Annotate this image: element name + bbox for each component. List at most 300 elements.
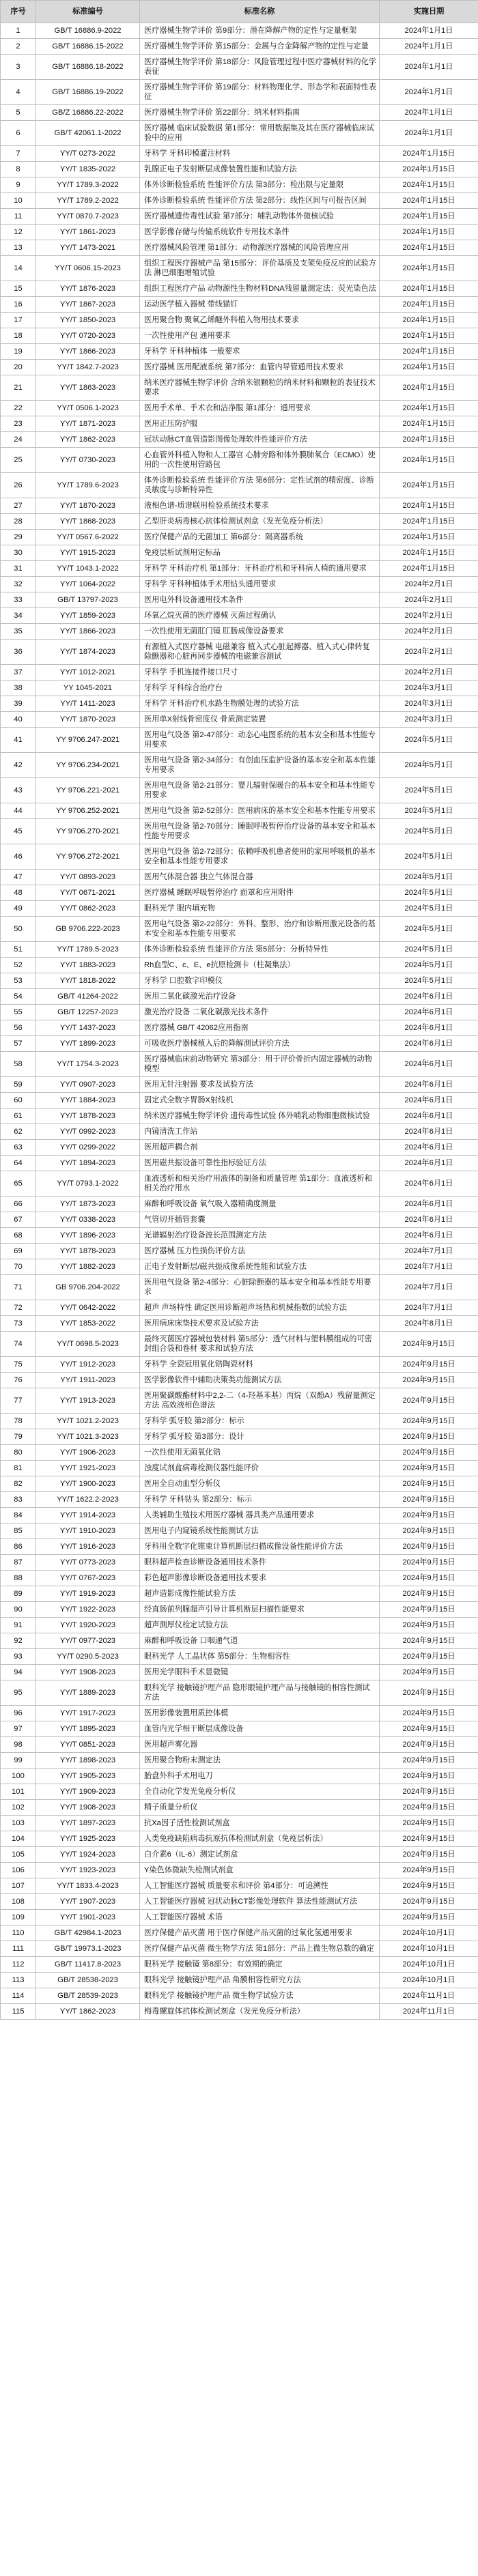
- cell-effective-date: 2024年1月1日: [380, 105, 478, 121]
- cell-effective-date: 2024年9月15日: [380, 1429, 478, 1445]
- cell-standard-number: YY/T 1473-2021: [36, 240, 140, 256]
- cell-standard-number: YY 9706.221-2021: [36, 778, 140, 803]
- cell-seq: 91: [1, 1618, 36, 1633]
- cell-standard-name: 医用电子内窥镜系统性能测试方法: [140, 1523, 380, 1539]
- cell-standard-number: YY/T 1835-2022: [36, 162, 140, 177]
- cell-seq: 74: [1, 1332, 36, 1357]
- cell-seq: 93: [1, 1649, 36, 1665]
- cell-standard-name: 白介素6（IL-6）测定试剂盒: [140, 1847, 380, 1863]
- cell-effective-date: 2024年6月1日: [380, 1171, 478, 1197]
- table-row: [1, 1680, 478, 1706]
- table-row: [1, 624, 478, 640]
- cell-effective-date: 2024年10月1日: [380, 1957, 478, 1973]
- cell-standard-number: YY/T 1876-2023: [36, 281, 140, 297]
- cell-seq: 67: [1, 1212, 36, 1228]
- table-row: [1, 665, 478, 681]
- cell-seq: 48: [1, 885, 36, 901]
- cell-standard-name: 医用正压防护服: [140, 416, 380, 432]
- cell-effective-date: 2024年6月1日: [380, 1036, 478, 1052]
- cell-standard-name: 人工智能医疗器械 术语: [140, 1910, 380, 1926]
- table-row: [1, 545, 478, 561]
- cell-effective-date: 2024年9月15日: [380, 1539, 478, 1555]
- cell-standard-name: 牙科学 牙科治疗机水路生物膜处理的试验方法: [140, 696, 380, 712]
- table-row: [1, 640, 478, 665]
- cell-standard-name: 一次性使用无菌肛门镜 肛肠成像设备要求: [140, 624, 380, 640]
- cell-standard-name: 医疗器械 临床试验数据 第1部分：常用数据集及其在医疗器械临床试验中的应用: [140, 121, 380, 146]
- cell-effective-date: 2024年2月1日: [380, 640, 478, 665]
- cell-seq: 7: [1, 146, 36, 162]
- table-row: [1, 1831, 478, 1847]
- cell-effective-date: 2024年5月1日: [380, 870, 478, 885]
- cell-standard-name: Rh血型C、c、E、e抗原检测卡（柱凝集法）: [140, 958, 380, 973]
- cell-standard-number: GB/T 13797-2023: [36, 592, 140, 608]
- cell-seq: 8: [1, 162, 36, 177]
- cell-effective-date: 2024年5月1日: [380, 844, 478, 870]
- cell-effective-date: 2024年1月15日: [380, 473, 478, 498]
- cell-seq: 111: [1, 1941, 36, 1957]
- table-row: [1, 1957, 478, 1973]
- cell-effective-date: 2024年9月15日: [380, 1847, 478, 1863]
- cell-standard-name: 医用无针注射器 要求及试验方法: [140, 1077, 380, 1093]
- cell-effective-date: 2024年6月1日: [380, 1197, 478, 1212]
- cell-standard-number: YY/T 0773-2023: [36, 1555, 140, 1571]
- cell-standard-number: YY/T 1878-2023: [36, 1108, 140, 1124]
- cell-standard-number: YY/T 1919-2023: [36, 1586, 140, 1602]
- cell-standard-name: 组织工程医疗器械产品 第15部分：评价基质及支架免疫反应的试验方法 淋巴细胞增殖试验: [140, 256, 380, 281]
- table-row: [1, 297, 478, 313]
- table-row: [1, 696, 478, 712]
- cell-standard-number: YY/T 1901-2023: [36, 1910, 140, 1926]
- table-row: [1, 712, 478, 728]
- cell-effective-date: 2024年5月1日: [380, 819, 478, 844]
- cell-seq: 22: [1, 401, 36, 416]
- cell-standard-name: 固定式全数字胃肠X射线机: [140, 1093, 380, 1108]
- cell-seq: 14: [1, 256, 36, 281]
- cell-effective-date: 2024年2月1日: [380, 624, 478, 640]
- cell-standard-number: YY/T 1895-2023: [36, 1721, 140, 1737]
- cell-effective-date: 2024年1月15日: [380, 256, 478, 281]
- table-row: [1, 1737, 478, 1753]
- cell-standard-name: 医疗保健产品灭菌 微生物学方法 第1部分：产品上微生物总数的确定: [140, 1941, 380, 1957]
- cell-standard-number: YY/T 1921-2023: [36, 1461, 140, 1476]
- cell-standard-name: 精子质量分析仪: [140, 1800, 380, 1816]
- cell-effective-date: 2024年5月1日: [380, 728, 478, 753]
- cell-standard-number: YY/T 0506.1-2023: [36, 401, 140, 416]
- cell-seq: 55: [1, 1005, 36, 1020]
- table-row: [1, 844, 478, 870]
- cell-effective-date: 2024年6月1日: [380, 1077, 478, 1093]
- cell-effective-date: 2024年1月15日: [380, 281, 478, 297]
- table-row: [1, 328, 478, 344]
- cell-standard-name: 医疗器械生物学评价 第9部分：潜在降解产物的定性与定量框架: [140, 23, 380, 39]
- cell-standard-name: 医用单X射线骨密度仪 骨质测定装置: [140, 712, 380, 728]
- cell-effective-date: 2024年5月1日: [380, 753, 478, 778]
- cell-effective-date: 2024年9月15日: [380, 1863, 478, 1878]
- cell-standard-name: 医用超声耦合剂: [140, 1140, 380, 1156]
- cell-standard-name: 医疗器械 医用配液系统 第7部分：血管内导管通用技术要求: [140, 360, 380, 375]
- cell-seq: 70: [1, 1259, 36, 1275]
- cell-seq: 115: [1, 2004, 36, 2020]
- table-row: [1, 313, 478, 328]
- cell-standard-name: 医用聚碳酸酯材料中2,2-二（4-羟基苯基）丙烷（双酚A）残留量测定方法 高效液相色谱法: [140, 1388, 380, 1414]
- cell-seq: 23: [1, 416, 36, 432]
- cell-standard-name: 牙科学 牙科种植体手术用钻头通用要求: [140, 577, 380, 592]
- table-row: [1, 344, 478, 360]
- cell-standard-number: YY/T 0698.5-2023: [36, 1332, 140, 1357]
- table-row: [1, 1523, 478, 1539]
- cell-standard-number: YY/T 1913-2023: [36, 1388, 140, 1414]
- cell-standard-name: 医用手术单、手术衣和洁净服 第1部分：通用要求: [140, 401, 380, 416]
- table-row: [1, 162, 478, 177]
- cell-standard-name: 人工智能医疗器械 冠状动脉CT影像处理软件 算法性能测试方法: [140, 1894, 380, 1910]
- cell-effective-date: 2024年1月15日: [380, 498, 478, 514]
- cell-standard-number: YY 9706.252-2021: [36, 803, 140, 819]
- cell-standard-name: 牙科学 牙科种植体 一般要求: [140, 344, 380, 360]
- cell-seq: 42: [1, 753, 36, 778]
- cell-standard-name: 医疗器械生物学评价 第18部分：风险管理过程中医疗器械材料的化学表征: [140, 55, 380, 80]
- cell-seq: 89: [1, 1586, 36, 1602]
- table-row: [1, 1539, 478, 1555]
- cell-seq: 51: [1, 942, 36, 958]
- cell-standard-name: 医疗器械生物学评价 第15部分：金属与合金降解产物的定性与定量: [140, 39, 380, 55]
- cell-seq: 94: [1, 1665, 36, 1680]
- table-row: [1, 608, 478, 624]
- cell-seq: 108: [1, 1894, 36, 1910]
- cell-standard-name: 梅毒螺旋体抗体检测试剂盒（发光免疫分析法）: [140, 2004, 380, 2020]
- cell-seq: 54: [1, 989, 36, 1005]
- cell-standard-number: GB/Z 16886.22-2022: [36, 105, 140, 121]
- table-row: [1, 1052, 478, 1077]
- cell-effective-date: 2024年10月1日: [380, 1941, 478, 1957]
- cell-standard-number: YY 9706.247-2021: [36, 728, 140, 753]
- cell-standard-number: YY/T 1920-2023: [36, 1618, 140, 1633]
- table-row: [1, 448, 478, 473]
- cell-standard-name: 医用气体混合器 独立气体混合器: [140, 870, 380, 885]
- cell-standard-number: GB/T 16886.9-2022: [36, 23, 140, 39]
- table-row: [1, 1753, 478, 1769]
- cell-standard-name: 医用电气设备 第2-47部分：动态心电图系统的基本安全和基本性能专用要求: [140, 728, 380, 753]
- cell-seq: 17: [1, 313, 36, 328]
- cell-seq: 43: [1, 778, 36, 803]
- cell-standard-number: YY/T 0642-2022: [36, 1300, 140, 1316]
- cell-seq: 85: [1, 1523, 36, 1539]
- table-row: [1, 1602, 478, 1618]
- cell-standard-name: 医学影像存储与传输系统软件专用技术条件: [140, 225, 380, 240]
- table-row: [1, 728, 478, 753]
- cell-standard-name: 乙型肝炎病毒核心抗体检测试剂盒（发光免疫分析法）: [140, 514, 380, 530]
- cell-standard-name: 医疗器械生物学评价 第19部分：材料物理化学、形态学和表面特性表征: [140, 80, 380, 105]
- cell-standard-number: YY/T 0730-2023: [36, 448, 140, 473]
- table-row: [1, 778, 478, 803]
- table-row: [1, 1649, 478, 1665]
- cell-seq: 80: [1, 1445, 36, 1461]
- table-row: [1, 1429, 478, 1445]
- cell-seq: 113: [1, 1973, 36, 1988]
- cell-effective-date: 2024年7月1日: [380, 1244, 478, 1259]
- table-row: [1, 1020, 478, 1036]
- table-row: [1, 1665, 478, 1680]
- cell-standard-name: 医用超声雾化器: [140, 1737, 380, 1753]
- cell-seq: 25: [1, 448, 36, 473]
- cell-effective-date: 2024年1月15日: [380, 240, 478, 256]
- cell-seq: 15: [1, 281, 36, 297]
- table-row: [1, 177, 478, 193]
- cell-standard-number: YY/T 0290.5-2023: [36, 1649, 140, 1665]
- cell-standard-number: YY/T 1850-2023: [36, 313, 140, 328]
- cell-standard-number: YY/T 1894-2023: [36, 1156, 140, 1171]
- cell-standard-number: YY 9706.272-2021: [36, 844, 140, 870]
- cell-effective-date: 2024年9月15日: [380, 1602, 478, 1618]
- table-row: [1, 1847, 478, 1863]
- cell-seq: 66: [1, 1197, 36, 1212]
- cell-standard-name: 免疫层析试剂用定标品: [140, 545, 380, 561]
- cell-standard-name: 麻醉和呼吸设备 氧气吸入器精确度测量: [140, 1197, 380, 1212]
- cell-standard-name: 全自动化学发光免疫分析仪: [140, 1784, 380, 1800]
- cell-standard-number: YY/T 1873-2023: [36, 1197, 140, 1212]
- cell-standard-number: YY/T 0606.15-2023: [36, 256, 140, 281]
- table-row: [1, 1571, 478, 1586]
- cell-standard-name: 经直肠前列腺超声引导计算机断层扫描性能要求: [140, 1602, 380, 1618]
- cell-standard-number: GB/T 41264-2022: [36, 989, 140, 1005]
- cell-standard-number: YY/T 1789.6-2023: [36, 473, 140, 498]
- table-row: [1, 80, 478, 105]
- cell-seq: 53: [1, 973, 36, 989]
- cell-standard-name: 医用聚合物 聚氧乙烯醚外科植入物用技术要求: [140, 313, 380, 328]
- cell-effective-date: 2024年7月1日: [380, 1275, 478, 1300]
- cell-effective-date: 2024年10月1日: [380, 1926, 478, 1941]
- cell-effective-date: 2024年1月15日: [380, 209, 478, 225]
- cell-standard-number: YY/T 1898-2023: [36, 1753, 140, 1769]
- cell-seq: 98: [1, 1737, 36, 1753]
- cell-standard-name: 牙科学 牙科治疗机 第1部分：牙科治疗机和牙科病人椅的通用要求: [140, 561, 380, 577]
- cell-effective-date: 2024年2月1日: [380, 577, 478, 592]
- table-row: [1, 1910, 478, 1926]
- cell-seq: 96: [1, 1706, 36, 1721]
- table-row: [1, 1244, 478, 1259]
- table-row: [1, 256, 478, 281]
- cell-standard-name: 麻醉和呼吸设备 口咽通气道: [140, 1633, 380, 1649]
- table-row: [1, 1140, 478, 1156]
- table-row: [1, 240, 478, 256]
- cell-seq: 110: [1, 1926, 36, 1941]
- cell-standard-name: 医疗器械生物学评价 第22部分：纳米材料指南: [140, 105, 380, 121]
- cell-effective-date: 2024年1月15日: [380, 162, 478, 177]
- cell-standard-name: 医用二氧化碳激光治疗设备: [140, 989, 380, 1005]
- cell-seq: 58: [1, 1052, 36, 1077]
- cell-standard-name: 超声 声场特性 确定医用诊断超声场热和机械指数的试验方法: [140, 1300, 380, 1316]
- cell-standard-name: 眼科光学 眼内填充物: [140, 901, 380, 917]
- table-row: [1, 281, 478, 297]
- cell-effective-date: 2024年1月1日: [380, 121, 478, 146]
- cell-standard-name: 医用电外科设备通用技术条件: [140, 592, 380, 608]
- cell-seq: 56: [1, 1020, 36, 1036]
- cell-effective-date: 2024年9月15日: [380, 1586, 478, 1602]
- cell-effective-date: 2024年1月15日: [380, 313, 478, 328]
- cell-effective-date: 2024年9月15日: [380, 1831, 478, 1847]
- cell-standard-number: YY/T 1789.3-2022: [36, 177, 140, 193]
- table-row: [1, 901, 478, 917]
- table-row: [1, 225, 478, 240]
- cell-effective-date: 2024年5月1日: [380, 885, 478, 901]
- cell-standard-name: 牙科学 手机连接件接口尺寸: [140, 665, 380, 681]
- cell-seq: 21: [1, 375, 36, 401]
- cell-standard-name: 牙科学 牙科综合治疗台: [140, 681, 380, 696]
- cell-effective-date: 2024年9月15日: [380, 1816, 478, 1831]
- cell-standard-number: YY/T 1909-2023: [36, 1784, 140, 1800]
- table-row: [1, 1555, 478, 1571]
- cell-standard-name: 组织工程医疗产品 动物源性生物材料DNA残留量测定法：荧光染色法: [140, 281, 380, 297]
- cell-standard-number: YY 9706.234-2021: [36, 753, 140, 778]
- cell-standard-name: 纳米医疗器械生物学评价 遗传毒性试验 体外哺乳动物细胞微核试验: [140, 1108, 380, 1124]
- cell-standard-number: YY/T 0977-2023: [36, 1633, 140, 1649]
- cell-effective-date: 2024年5月1日: [380, 917, 478, 942]
- cell-effective-date: 2024年5月1日: [380, 942, 478, 958]
- cell-standard-number: GB/T 42061.1-2022: [36, 121, 140, 146]
- cell-effective-date: 2024年6月1日: [380, 1005, 478, 1020]
- cell-standard-number: YY/T 1911-2023: [36, 1373, 140, 1388]
- cell-standard-number: GB/T 16886.19-2022: [36, 80, 140, 105]
- table-row: [1, 530, 478, 545]
- cell-seq: 103: [1, 1816, 36, 1831]
- cell-standard-number: YY/T 1922-2023: [36, 1602, 140, 1618]
- table-row: [1, 1171, 478, 1197]
- cell-standard-number: YY/T 1916-2023: [36, 1539, 140, 1555]
- cell-effective-date: 2024年1月15日: [380, 545, 478, 561]
- cell-seq: 39: [1, 696, 36, 712]
- cell-seq: 107: [1, 1878, 36, 1894]
- cell-standard-name: 血液透析和相关治疗用液体的制备和质量管理 第1部分：血液透析和相关治疗用水: [140, 1171, 380, 1197]
- cell-standard-number: GB/T 11417.8-2023: [36, 1957, 140, 1973]
- cell-seq: 72: [1, 1300, 36, 1316]
- header-effective-date: 实施日期: [380, 1, 478, 23]
- cell-effective-date: 2024年9月15日: [380, 1445, 478, 1461]
- cell-standard-number: YY/T 1900-2023: [36, 1476, 140, 1492]
- table-row: [1, 209, 478, 225]
- cell-effective-date: 2024年9月15日: [380, 1618, 478, 1633]
- cell-seq: 59: [1, 1077, 36, 1093]
- table-row: [1, 514, 478, 530]
- cell-standard-number: YY/T 1859-2023: [36, 608, 140, 624]
- cell-standard-name: 最终灭菌医疗器械包装材料 第5部分：透气材料与塑料膜组成的可密封组合袋和卷材 要求和试验方法: [140, 1332, 380, 1357]
- table-row: [1, 1228, 478, 1244]
- cell-standard-number: YY/T 1043.1-2022: [36, 561, 140, 577]
- cell-seq: 27: [1, 498, 36, 514]
- cell-standard-number: YY/T 1021.2-2023: [36, 1414, 140, 1429]
- cell-seq: 12: [1, 225, 36, 240]
- cell-seq: 19: [1, 344, 36, 360]
- cell-standard-number: GB/T 28538-2023: [36, 1973, 140, 1988]
- cell-standard-name: 牙科用全数字化锥束计算机断层扫描成像设备性能评价方法: [140, 1539, 380, 1555]
- cell-effective-date: 2024年3月1日: [380, 681, 478, 696]
- cell-effective-date: 2024年9月15日: [380, 1680, 478, 1706]
- cell-effective-date: 2024年1月15日: [380, 432, 478, 448]
- cell-effective-date: 2024年11月1日: [380, 2004, 478, 2020]
- cell-seq: 104: [1, 1831, 36, 1847]
- cell-effective-date: 2024年9月15日: [380, 1414, 478, 1429]
- cell-seq: 36: [1, 640, 36, 665]
- cell-standard-number: YY/T 1411-2023: [36, 696, 140, 712]
- cell-standard-name: 浊度试剂盒病毒检测仪器性能评价: [140, 1461, 380, 1476]
- cell-effective-date: 2024年6月1日: [380, 1124, 478, 1140]
- cell-seq: 20: [1, 360, 36, 375]
- cell-standard-name: 牙科学 牙科印模灌注材料: [140, 146, 380, 162]
- cell-seq: 79: [1, 1429, 36, 1445]
- cell-standard-number: YY/T 1924-2023: [36, 1847, 140, 1863]
- cell-seq: 90: [1, 1602, 36, 1618]
- table-row: [1, 973, 478, 989]
- cell-seq: 52: [1, 958, 36, 973]
- cell-seq: 40: [1, 712, 36, 728]
- table-row: [1, 958, 478, 973]
- cell-standard-number: GB/T 28539-2023: [36, 1988, 140, 2004]
- table-row: [1, 1988, 478, 2004]
- cell-seq: 49: [1, 901, 36, 917]
- cell-effective-date: 2024年1月15日: [380, 514, 478, 530]
- cell-effective-date: 2024年6月1日: [380, 1052, 478, 1077]
- cell-standard-name: Y染色体微缺失检测试剂盒: [140, 1863, 380, 1878]
- cell-standard-name: 眼科光学 接触镜护理产品 角膜相容性研究方法: [140, 1973, 380, 1988]
- cell-seq: 18: [1, 328, 36, 344]
- cell-seq: 105: [1, 1847, 36, 1863]
- table-row: [1, 1878, 478, 1894]
- cell-standard-number: YY/T 1923-2023: [36, 1863, 140, 1878]
- cell-standard-name: 医用电气设备 第2-21部分：婴儿辐射保暖台的基本安全和基本性能专用要求: [140, 778, 380, 803]
- cell-seq: 83: [1, 1492, 36, 1508]
- table-row: [1, 1212, 478, 1228]
- cell-standard-number: YY/T 1906-2023: [36, 1445, 140, 1461]
- cell-seq: 41: [1, 728, 36, 753]
- cell-standard-name: 心血管外科植入物和人工器官 心肺旁路和体外膜肺氧合（ECMO）使用的一次性使用管路包: [140, 448, 380, 473]
- cell-seq: 3: [1, 55, 36, 80]
- cell-effective-date: 2024年6月1日: [380, 1212, 478, 1228]
- cell-seq: 92: [1, 1633, 36, 1649]
- cell-effective-date: 2024年5月1日: [380, 973, 478, 989]
- cell-standard-name: 超声测厚仪检定试验方法: [140, 1618, 380, 1633]
- cell-seq: 97: [1, 1721, 36, 1737]
- cell-standard-number: YY/T 1882-2023: [36, 1259, 140, 1275]
- cell-standard-name: 可吸收医疗器械植入后的降解测试评价方法: [140, 1036, 380, 1052]
- cell-seq: 64: [1, 1156, 36, 1171]
- cell-standard-name: 医疗保健产品的无菌加工 第6部分：隔离器系统: [140, 530, 380, 545]
- table-row: [1, 1586, 478, 1602]
- cell-seq: 44: [1, 803, 36, 819]
- cell-seq: 114: [1, 1988, 36, 2004]
- cell-seq: 99: [1, 1753, 36, 1769]
- cell-effective-date: 2024年9月15日: [380, 1492, 478, 1508]
- cell-seq: 45: [1, 819, 36, 844]
- table-row: [1, 1093, 478, 1108]
- cell-standard-number: YY/T 1899-2023: [36, 1036, 140, 1052]
- cell-standard-name: 一次性使用产包 通用要求: [140, 328, 380, 344]
- header-row: [1, 1, 478, 23]
- cell-seq: 38: [1, 681, 36, 696]
- cell-standard-name: 眼科超声检查诊断设备通用技术条件: [140, 1555, 380, 1571]
- table-row: [1, 1706, 478, 1721]
- table-row: [1, 23, 478, 39]
- cell-standard-name: 医用电气设备 第2-72部分：依赖呼吸机患者使用的家用呼吸机的基本安全和基本性能专用要求: [140, 844, 380, 870]
- cell-standard-number: YY/T 1622.2-2023: [36, 1492, 140, 1508]
- table-row: [1, 1124, 478, 1140]
- table-row: [1, 1618, 478, 1633]
- cell-effective-date: 2024年9月15日: [380, 1649, 478, 1665]
- cell-standard-number: YY/T 1861-2023: [36, 225, 140, 240]
- cell-standard-name: 牙科学 弧牙胶 第2部分：标示: [140, 1414, 380, 1429]
- cell-seq: 47: [1, 870, 36, 885]
- table-row: [1, 1077, 478, 1093]
- cell-standard-number: GB 9706.204-2022: [36, 1275, 140, 1300]
- table-row: [1, 917, 478, 942]
- table-row: [1, 1816, 478, 1831]
